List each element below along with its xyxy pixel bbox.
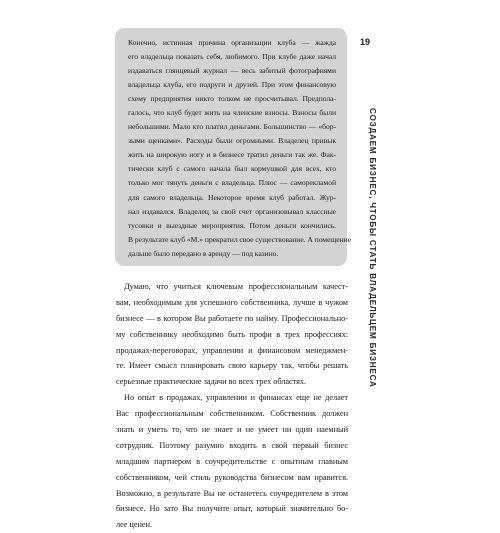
running-head: СОЗДАЕМ БИЗНЕС, ЧТОБЫ СТАТЬ ВЛАДЕЛЬЦЕМ БИЗНЕСА [368,107,377,388]
body-line: Вас профессиональным собственником. Собственник должен [116,409,348,419]
sidebar-line: Конечно, истинная причина организации клуба — жажда [128,38,336,47]
sidebar-line: жить на широкую ногу и в бизнесе тратил деньги так же. Фак- [128,150,336,160]
page-number: 19 [360,37,371,47]
sidebar-line: его владельца показать себя, любимого. При клубе даже начал [128,52,336,62]
sidebar-box [115,28,351,266]
body-line: му собственнику необходимо быть профи в трех профессиях: [116,329,348,339]
sidebar-line: схему предприятия никто толком не просчитывал. Предпола- [128,94,336,104]
sidebar-line: дальше было передано в аренду — под казино. [128,248,279,258]
body-line: лее ценен. [116,520,152,530]
body-line: вам, необходимым для успешного собственника, лучше в чужом [116,297,348,307]
body-line: знать и уметь то, что не знает и не умеет ни один наемный [116,425,348,435]
sidebar-line: тически клуб с самого начала был кормушкой для всех, кто [128,164,336,174]
body-line: серьезные практические задачи во всех трех областях. [116,377,307,387]
body-line: те. Имеет смысл планировать свою карьеру так, чтобы решать [116,361,348,371]
sidebar-line: владельца клуба, его подруги и друзей. При этом финансовую [128,80,336,90]
body-line: Но опыт в продажах, управлении и финансах еще не делает [124,393,348,403]
sidebar-line: зыми щенками». Расходы были огромными. Владелец привык [128,136,336,146]
sidebar-line: тусовки и выездные мероприятия. Потом деньги кончились. [128,220,336,230]
body-line: собственником, чей стиль руководства бизнесом вам нравится. [116,472,348,482]
body-line: бизнесе — в котором Вы работаете по найму. Профессионально- [116,313,348,323]
body-line: продажах-переговорах, управлении и финансовом менеджмен- [116,345,348,355]
sidebar-line: нал издавался. Владелец за свой счет организовывал классные [128,206,336,216]
sidebar-line: издаваться глянцевый журнал — весь забитый фотографиями [128,66,336,76]
sidebar-line: галось, что клуб будет жить на членские взносы. Взносы были [128,108,336,118]
sidebar-line: В результате клуб «М.» прекратил свое существование. А помещение [128,234,351,244]
body-line: бизнесе. Но зато Вы получите опыт, который значительно бо- [116,504,348,514]
sidebar-line: небольшими. Мало кто платил деньгами. Большинство — «бор- [128,122,336,132]
body-text [116,279,348,533]
sidebar-line: только мог тянуть деньги с владельца. Плюс — саморекламой [128,178,336,188]
body-line: младшим партнером в соучредительстве с опытным главным [116,456,348,466]
body-line: Возможно, в результате Вы не останетесь соучредителем в этом [116,488,348,498]
body-line: Думаю, что учиться ключевым профессиональным качест- [124,282,348,291]
body-line: сотрудник. Поэтому разумно входить в свой первый бизнес [116,440,348,450]
sidebar-line: для самого владельца. Некоторое время клуб работал. Жур- [128,192,336,202]
